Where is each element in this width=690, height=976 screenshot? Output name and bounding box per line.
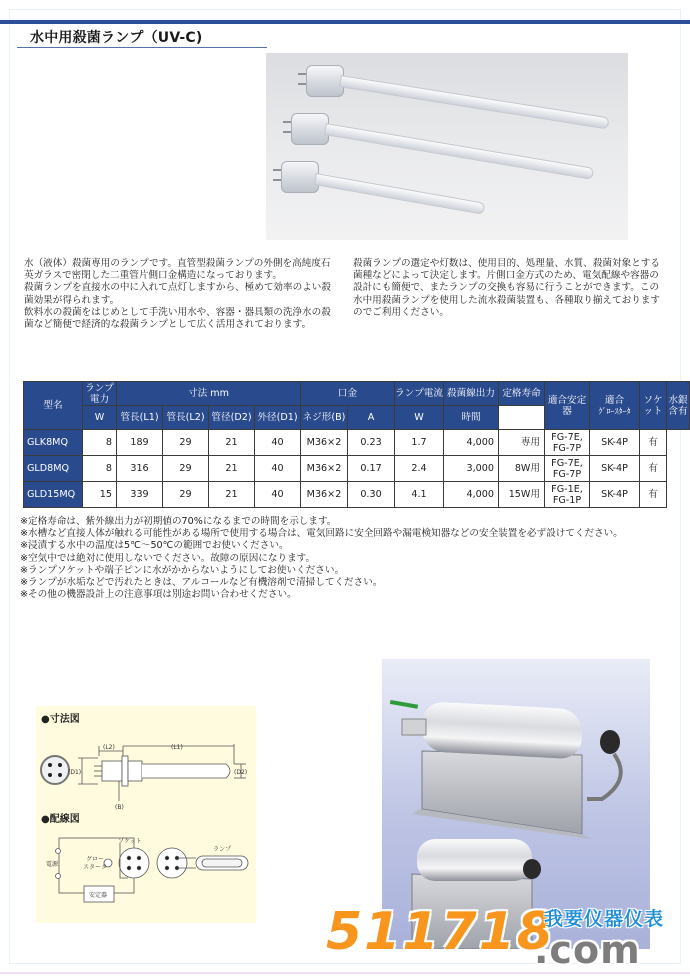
dim-label-d1: (D1) xyxy=(68,769,82,776)
wiring-label-power: 電源 xyxy=(46,861,59,868)
spec-table xyxy=(23,381,690,508)
notes-list xyxy=(20,516,623,601)
lamp-base-icon xyxy=(306,65,344,97)
life-cell: 3,000 xyxy=(444,456,499,482)
dim-label-b: (B) xyxy=(115,804,124,811)
life-cell: 4,000 xyxy=(444,430,499,456)
intro-right xyxy=(353,258,668,319)
l2-cell: 29 xyxy=(163,482,209,508)
col-socket: ソケット xyxy=(640,382,667,430)
d2-cell: 21 xyxy=(209,456,255,482)
table-row xyxy=(24,456,690,482)
model-cell: GLD8MQ xyxy=(24,456,83,482)
unit-lamp-power: W xyxy=(83,406,117,430)
header-bar xyxy=(0,20,690,24)
watermark-chinese: 我要仪器仪表 xyxy=(544,908,665,930)
wiring-diagram-heading: ●配線図 xyxy=(41,814,80,825)
col-l1: 管長(L1) xyxy=(117,406,163,430)
thread-cell: M36×2 xyxy=(301,482,348,508)
starter-value: FG-7E, xyxy=(551,457,583,469)
socket-cell: SK-4P xyxy=(590,482,640,508)
wiring-label-ballast: 安定器 xyxy=(89,892,108,899)
col-thread: ネジ形(B) xyxy=(301,406,348,430)
col-rated-life: 定格寿命 xyxy=(499,382,545,406)
starter-cell xyxy=(545,456,590,482)
starter-label: 適合 xyxy=(604,394,625,406)
ballast-cell: 15W用 xyxy=(499,482,545,508)
starter-value: FG-1E, xyxy=(551,483,583,495)
mercury-cell: 有 xyxy=(640,430,667,456)
intro-paragraph: 殺菌ランプの選定や灯数は、使用目的、処理量、水質、殺菌対象とする菌種などによって決定します。片側口金方式のため、電気配線や容器の設計にも簡便で、またランプの交換も容易に行うことができます。この水中用殺菌ランプを使用した流水殺菌装置も、各種取り揃えておりますのでご利用ください。 xyxy=(353,258,660,318)
col-lamp-current: ランプ電流 xyxy=(395,382,444,406)
lamp-base-icon xyxy=(281,161,319,193)
wiring-label-starter2: スタータ xyxy=(83,864,108,871)
lamp-pin-icon xyxy=(273,169,281,171)
uv-cell: 2.4 xyxy=(395,456,444,482)
d1-cell: 40 xyxy=(255,456,301,482)
col-mercury: 水銀含有 xyxy=(667,382,690,430)
col-uv-output: 殺菌線出力 xyxy=(444,382,499,406)
d1-cell: 40 xyxy=(255,430,301,456)
starter-cell xyxy=(545,482,590,508)
d2-cell: 21 xyxy=(209,482,255,508)
l2-cell: 29 xyxy=(163,456,209,482)
title-underline xyxy=(17,47,267,48)
lamp-pin-icon xyxy=(283,131,291,133)
life-cell: 4,000 xyxy=(444,482,499,508)
mercury-cell: 有 xyxy=(640,456,667,482)
starter-value: FG-1P xyxy=(552,494,582,506)
starter-value: FG-7E, xyxy=(551,431,583,443)
d1-cell: 40 xyxy=(255,482,301,508)
thread-cell: M36×2 xyxy=(301,430,348,456)
power-cell: 8 xyxy=(83,430,117,456)
note-item: ※ランプが水垢などで汚れたときは、アルコールなど有機溶剤で清掃してください。 xyxy=(20,577,383,589)
wiring-label-lamp: ランプ xyxy=(213,846,232,853)
unit-current: A xyxy=(348,406,395,430)
bottom-divider xyxy=(0,972,690,974)
col-model: 型名 xyxy=(24,382,83,430)
starter-value: FG-7P xyxy=(552,442,582,454)
d2-cell: 21 xyxy=(209,430,255,456)
dimension-diagram-heading: ●寸法図 xyxy=(41,714,80,725)
col-l2: 管長(L2) xyxy=(163,406,209,430)
ballast-cell: 8W用 xyxy=(499,456,545,482)
note-item: ※その他の機器設計上の注意事項は別途お問い合わせください。 xyxy=(20,589,297,601)
lamp-tube-icon xyxy=(314,173,485,215)
l1-cell: 316 xyxy=(117,456,163,482)
intro-paragraph: 飲料水の殺菌をはじめとして手洗い用水や、容器・器具類の洗浄水の殺菌など簡便で経済的な殺菌ランプとして広く活用されております。 xyxy=(24,306,331,331)
power-cell: 15 xyxy=(83,482,117,508)
lamp-pin-icon xyxy=(298,73,306,75)
l1-cell: 189 xyxy=(117,430,163,456)
note-item: ※水槽など直接人体が触れる可能性がある場所で使用する場合は、電気回路に安全回路や漏電検知器などの安全装置を必ず設けてください。 xyxy=(20,528,623,540)
note-item: ※定格寿命は、紫外線出力が初期値の70%になるまでの時間を示します。 xyxy=(20,516,337,527)
lamp-pin-icon xyxy=(283,121,291,123)
col-ballast: 適合安定器 xyxy=(545,382,590,430)
model-cell: GLK8MQ xyxy=(24,430,83,456)
col-starter xyxy=(590,382,640,430)
col-dimensions: 寸法 mm xyxy=(117,382,301,406)
wiring-label-starter1: グロー xyxy=(86,856,105,863)
model-cell: GLD15MQ xyxy=(24,482,83,508)
page-title: 水中用殺菌ランプ（UV-C) xyxy=(30,30,203,46)
lamp-base-icon xyxy=(291,113,329,145)
current-cell: 0.23 xyxy=(348,430,395,456)
wiring-label-socket: ソケット xyxy=(118,838,142,845)
starter-value: FG-7P xyxy=(552,468,582,480)
note-item: ※空気中では絶対に使用しないでください。故障の原因になります。 xyxy=(20,552,316,564)
lamp-pin-icon xyxy=(273,179,281,181)
uv-cell: 1.7 xyxy=(395,430,444,456)
ballast-cell: 専用 xyxy=(499,430,545,456)
unit-life: 時間 xyxy=(444,406,499,430)
col-lamp-power: ランプ電力 xyxy=(83,382,117,406)
col-base: 口金 xyxy=(301,382,395,406)
intro-paragraph: 水（液体）殺菌専用のランプです。直管型殺菌ランプの外側を高純度石英ガラスで密閉した二重管片側口金構造になっております。 xyxy=(24,258,331,282)
socket-cell: SK-4P xyxy=(590,456,640,482)
note-item: ※ランプソケットや端子ピンに水がかからないようにしてお使いください。 xyxy=(20,564,345,576)
unit-uv: W xyxy=(395,406,444,430)
dim-label-l1: (L1) xyxy=(171,744,183,751)
diagram-panel xyxy=(36,706,256,923)
intro-left xyxy=(24,258,339,331)
dim-label-l2: (L2) xyxy=(103,744,115,751)
lamp-pin-icon xyxy=(298,83,306,85)
lamp-tube-icon xyxy=(339,75,610,129)
table-row xyxy=(24,482,690,508)
table-row xyxy=(24,430,690,456)
watermark-number: 511718 xyxy=(326,902,556,962)
socket-cell: SK-4P xyxy=(590,430,640,456)
col-d1: 外径(D1) xyxy=(255,406,301,430)
thread-cell: M36×2 xyxy=(301,456,348,482)
starter-cell xyxy=(545,430,590,456)
dim-label-d2: (D2) xyxy=(234,769,248,776)
intro-paragraph: 殺菌ランプを直接水の中に入れて点灯しますから、極めて効率のよい殺菌効果が得られます。 xyxy=(24,282,331,306)
lamp-tube-icon xyxy=(324,123,594,180)
col-d2: 管径(D2) xyxy=(209,406,255,430)
power-cell: 8 xyxy=(83,456,117,482)
note-item: ※浸漬する水中の温度は5℃～50℃の範囲でお使いください。 xyxy=(20,540,289,552)
starter-label: ｸﾞﾛｰｽﾀｰﾀ xyxy=(598,406,631,416)
l1-cell: 339 xyxy=(117,482,163,508)
watermark-domain: .com xyxy=(534,928,641,972)
uv-lamps-photo xyxy=(266,53,628,240)
mercury-cell: 有 xyxy=(640,482,667,508)
current-cell: 0.17 xyxy=(348,456,395,482)
uv-cell: 4.1 xyxy=(395,482,444,508)
l2-cell: 29 xyxy=(163,430,209,456)
current-cell: 0.30 xyxy=(348,482,395,508)
watermark xyxy=(326,902,686,972)
